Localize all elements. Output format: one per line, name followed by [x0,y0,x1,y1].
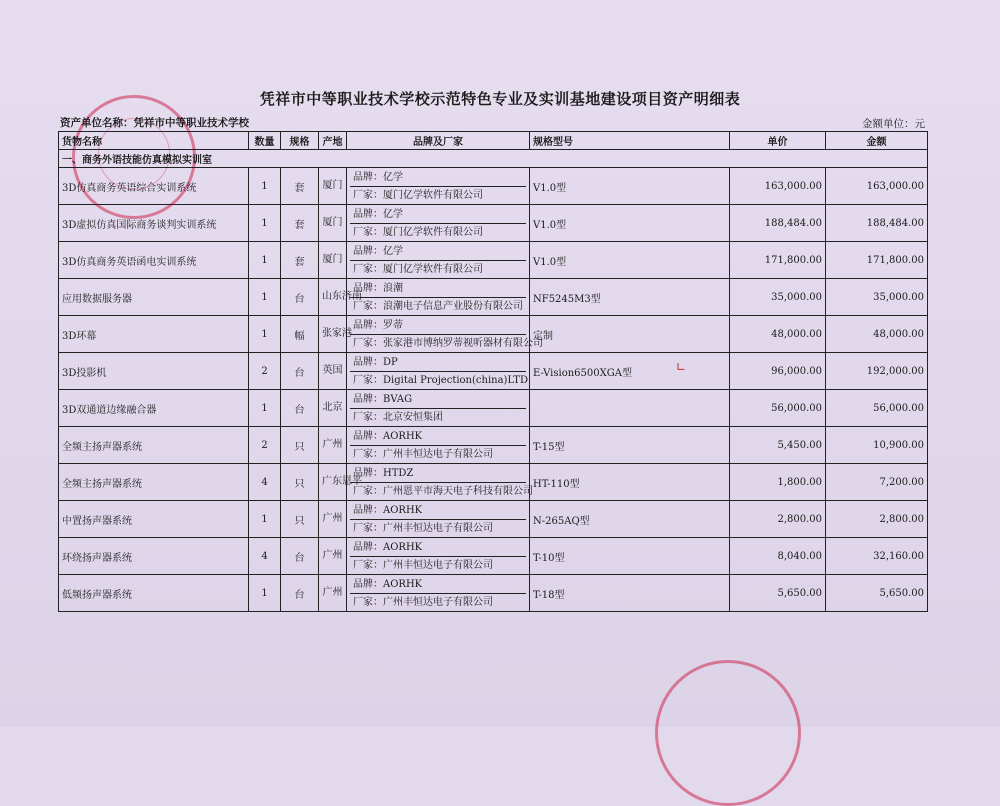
cell-unit: 套 [281,168,319,205]
cell-origin: 厦门 [319,205,347,242]
cell-amount: 7,200.00 [826,464,928,501]
header-brand: 品牌及厂家 [347,132,530,150]
school-seal [655,660,801,806]
cell-brand-maker [347,205,530,242]
maker-line: 厂家：厦门亿学软件有限公司 [353,189,483,201]
maker-line: 厂家：广州丰恒达电子有限公司 [353,559,493,571]
cell-unit: 只 [281,464,319,501]
cell-qty: 1 [249,242,281,279]
cell-origin: 厦门 [319,168,347,205]
cell-unit: 台 [281,390,319,427]
cell-qty: 2 [249,427,281,464]
currency-unit-label: 金额单位：元 [862,118,925,130]
brand-line: 品牌：浪潮 [350,280,526,298]
cell-origin: 广州 [319,575,347,612]
cell-origin: 厦门 [319,242,347,279]
cell-price: 8,040.00 [730,538,826,575]
cell-brand-maker [347,464,533,501]
brand-line: 品牌：亿学 [350,206,526,224]
cell-amount: 48,000.00 [826,316,928,353]
asset-table [58,131,928,612]
brand-line: 品牌：DP [350,354,526,372]
cell-unit: 台 [281,538,319,575]
handwritten-tick-mark: ∟ [676,360,687,374]
cell-brand-maker [347,575,530,612]
cell-amount: 32,160.00 [826,538,928,575]
cell-qty: 2 [249,353,281,390]
cell-unit: 台 [281,279,319,316]
brand-line: 品牌：亿学 [350,169,526,187]
header-price: 单价 [730,132,826,150]
maker-line: 厂家：Digital Projection(china)LTD [353,374,528,386]
brand-line: 品牌：AORHK [350,502,526,520]
cell-amount: 35,000.00 [826,279,928,316]
maker-line: 厂家：广州丰恒达电子有限公司 [353,596,493,608]
cell-amount: 192,000.00 [826,353,928,390]
maker-line: 厂家：北京安恒集团 [353,411,443,423]
table-row [59,205,928,242]
cell-unit: 台 [281,575,319,612]
cell-name: 全频主扬声器系统 [59,464,249,501]
header-model: 规格型号 [530,132,730,150]
cell-origin: 英国 [319,353,347,390]
maker-line: 厂家：广州丰恒达电子有限公司 [353,448,493,460]
cell-price: 5,650.00 [730,575,826,612]
cell-name: 中置扬声器系统 [59,501,249,538]
header-qty: 数量 [249,132,281,150]
cell-qty: 1 [249,205,281,242]
cell-name: 3D投影机 [59,353,249,390]
cell-origin: 广东恩平 [319,464,347,501]
cell-brand-maker [347,538,530,575]
table-row [59,316,928,353]
cell-unit: 只 [281,501,319,538]
cell-brand-maker [347,279,530,316]
cell-model: V1.0型 [530,168,730,205]
brand-line: 品牌：罗蒂 [350,317,526,335]
cell-price: 56,000.00 [730,390,826,427]
maker-line: 厂家：张家港市博纳罗蒂视听器材有限公司 [353,337,543,349]
cell-brand-maker [347,168,530,205]
cell-brand-maker [347,390,530,427]
header-amount: 金额 [826,132,928,150]
cell-unit: 幅 [281,316,319,353]
cell-origin: 广州 [319,501,347,538]
cell-model: T-10型 [530,538,730,575]
maker-line: 厂家：浪潮电子信息产业股份有限公司 [353,300,523,312]
cell-qty: 1 [249,168,281,205]
cell-brand-maker [347,353,530,390]
section-row [59,150,928,168]
brand-line: 品牌：AORHK [350,428,526,446]
cell-model: 定制 [530,316,730,353]
cell-name: 3D虚拟仿真国际商务谈判实训系统 [59,205,249,242]
table-row [59,390,928,427]
cell-name: 3D双通道边缘融合器 [59,390,249,427]
cell-origin: 北京 [319,390,347,427]
cell-origin: 张家港 [319,316,347,353]
cell-qty: 4 [249,538,281,575]
cell-unit: 套 [281,205,319,242]
table-row [59,501,928,538]
cell-model: N-265AQ型 [530,501,730,538]
cell-price: 48,000.00 [730,316,826,353]
header-origin: 产地 [319,132,347,150]
cell-model: V1.0型 [530,242,730,279]
cell-price: 35,000.00 [730,279,826,316]
cell-amount: 171,800.00 [826,242,928,279]
cell-qty: 1 [249,316,281,353]
cell-brand-maker [347,427,530,464]
cell-price: 96,000.00 [730,353,826,390]
cell-price: 1,800.00 [730,464,826,501]
table-row [59,242,928,279]
brand-line: 品牌：BVAG [350,391,526,409]
cell-model: NF5245M3型 [530,279,730,316]
cell-amount: 10,900.00 [826,427,928,464]
cell-origin: 广州 [319,427,347,464]
maker-line: 厂家：广州丰恒达电子有限公司 [353,522,493,534]
cell-name: 3D仿真商务英语函电实训系统 [59,242,249,279]
cell-model: E-Vision6500XGA型 [530,353,730,390]
cell-qty: 1 [249,279,281,316]
cell-amount: 188,484.00 [826,205,928,242]
brand-line: 品牌：亿学 [350,243,526,261]
cell-unit: 只 [281,427,319,464]
brand-line: 品牌：AORHK [350,539,526,557]
cell-model: V1.0型 [530,205,730,242]
table-header-row [59,132,928,150]
table-row [59,353,928,390]
cell-qty: 1 [249,390,281,427]
cell-brand-maker [347,242,530,279]
cell-name: 环绕扬声器系统 [59,538,249,575]
cell-brand-maker [347,501,530,538]
header-unit: 规格 [281,132,319,150]
cell-name: 低频扬声器系统 [59,575,249,612]
cell-model: T-15型 [530,427,730,464]
cell-origin: 山东济南 [319,279,347,316]
table-row [59,538,928,575]
section-title: 一、商务外语技能仿真模拟实训室 [59,150,928,168]
cell-amount: 163,000.00 [826,168,928,205]
cell-price: 163,000.00 [730,168,826,205]
cell-origin: 广州 [319,538,347,575]
table-row [59,464,928,501]
table-row [59,575,928,612]
maker-line: 厂家：厦门亿学软件有限公司 [353,263,483,275]
maker-line: 厂家：广州恩平市海天电子科技有限公司 [353,485,533,497]
cell-model [530,390,730,427]
brand-line: 品牌：HTDZ [350,465,526,483]
cell-price: 5,450.00 [730,427,826,464]
cell-price: 171,800.00 [730,242,826,279]
table-row [59,279,928,316]
header-name: 货物名称 [59,132,249,150]
cell-amount: 56,000.00 [826,390,928,427]
cell-unit: 套 [281,242,319,279]
cell-price: 2,800.00 [730,501,826,538]
cell-qty: 4 [249,464,281,501]
maker-line: 厂家：厦门亿学软件有限公司 [353,226,483,238]
cell-amount: 5,650.00 [826,575,928,612]
cell-price: 188,484.00 [730,205,826,242]
table-row [59,427,928,464]
cell-model: HT-110型 [530,464,730,501]
document-title: 凭祥市中等职业技术学校示范特色专业及实训基地建设项目资产明细表 [259,90,741,108]
cell-name: 3D环幕 [59,316,249,353]
cell-name: 3D仿真商务英语综合实训系统 [59,168,249,205]
cell-name: 应用数据服务器 [59,279,249,316]
cell-unit: 台 [281,353,319,390]
cell-amount: 2,800.00 [826,501,928,538]
cell-name: 全频主扬声器系统 [59,427,249,464]
cell-qty: 1 [249,575,281,612]
table-row [59,168,928,205]
brand-line: 品牌：AORHK [350,576,526,594]
cell-qty: 1 [249,501,281,538]
cell-model: T-18型 [530,575,730,612]
asset-unit-label: 资产单位名称：凭祥市中等职业技术学校 [60,117,249,129]
